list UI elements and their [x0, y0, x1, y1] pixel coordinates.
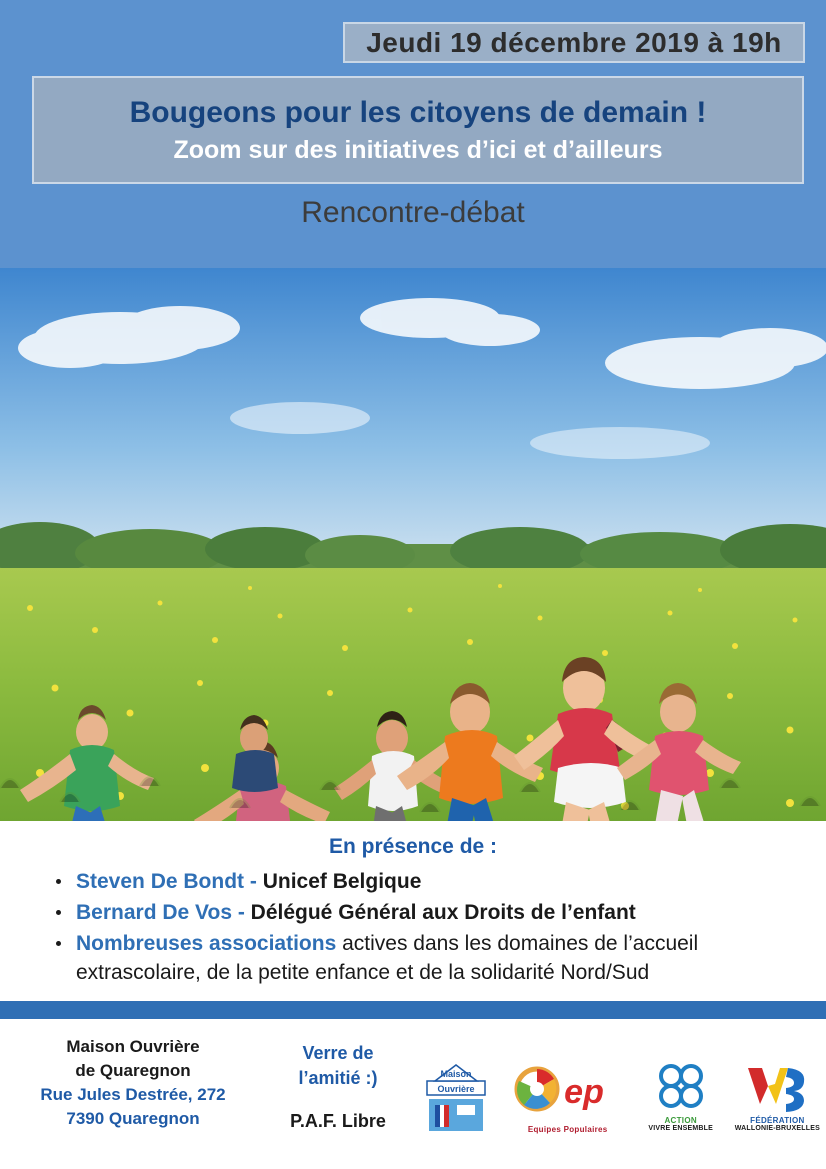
event-date: Jeudi 19 décembre 2019 à 19h: [366, 26, 782, 58]
logo-federation-wallonie-bruxelles: [735, 1062, 820, 1132]
venue-block: [8, 1035, 258, 1131]
logo-equipes-populaires: [509, 1061, 627, 1134]
entry-fee: P.A.F. Libre: [290, 1111, 386, 1131]
poster-header: [0, 0, 826, 268]
logo-caption: Equipes Populaires: [527, 1124, 608, 1134]
poster-title: Bougeons pour les citoyens de demain !: [129, 95, 707, 129]
drink-line2: l’amitié :): [298, 1068, 378, 1088]
federation-wallonie-bruxelles-icon: [742, 1062, 812, 1114]
poster-subtitle: Zoom sur des initiatives d’ici et d’ailleurs: [173, 135, 663, 164]
logo-caption: FÉDÉRATION: [750, 1116, 805, 1125]
hero-photo-illustration: [0, 268, 826, 821]
event-date-bar: [343, 22, 805, 63]
speaker-role: actives dans les domaines de l’accueil extrascolaire, de la petite enfance et de la solidarité Nord/Sud: [76, 932, 699, 984]
event-type-label: Rencontre-débat: [301, 196, 525, 229]
venue-name-line2: de Quaregnon: [75, 1061, 191, 1080]
speaker-role: Délégué Général aux Droits de l’enfant: [250, 901, 636, 924]
venue-name-line1: Maison Ouvrière: [66, 1037, 200, 1056]
speaker-name: Steven De Bondt: [76, 870, 245, 893]
speaker-name: Bernard De Vos: [76, 901, 232, 924]
list-item: [54, 867, 786, 896]
list-item: [54, 898, 786, 927]
equipes-populaires-icon: [509, 1061, 627, 1123]
maison-ouvriere-icon: [425, 1059, 487, 1135]
venue-city: 7390 Quaregnon: [66, 1109, 200, 1128]
speakers-section: [0, 821, 826, 1001]
poster-footer: [0, 1019, 826, 1169]
speakers-list: [40, 867, 786, 987]
title-box: [32, 76, 804, 184]
hero-photo: [0, 268, 826, 821]
speaker-role: Unicef Belgique: [262, 870, 422, 893]
speaker-separator: -: [232, 901, 251, 924]
logo-action-vivre-ensemble: [648, 1062, 713, 1132]
list-item: [54, 929, 786, 987]
speakers-heading: En présence de :: [328, 835, 498, 858]
logo-caption: ACTION: [664, 1116, 697, 1125]
logo-text-bottom: Ouvrière: [437, 1084, 475, 1094]
logo-subcaption: WALLONIE-BRUXELLES: [734, 1125, 820, 1132]
logo-maison-ouvriere: [425, 1059, 487, 1135]
partner-logos: [425, 1037, 820, 1157]
drink-line1: Verre de: [302, 1043, 374, 1063]
speaker-name: Nombreuses associations: [76, 932, 337, 955]
venue-street: Rue Jules Destrée, 272: [40, 1085, 226, 1104]
logo-subcaption: VIVRE ENSEMBLE: [648, 1125, 714, 1132]
drink-block: [258, 1041, 418, 1134]
footer-divider: [0, 1001, 826, 1019]
speaker-separator: -: [244, 870, 263, 893]
action-vivre-ensemble-icon: [649, 1062, 713, 1114]
logo-text-top: Maison: [440, 1069, 472, 1079]
logo-text: ep: [563, 1072, 604, 1111]
